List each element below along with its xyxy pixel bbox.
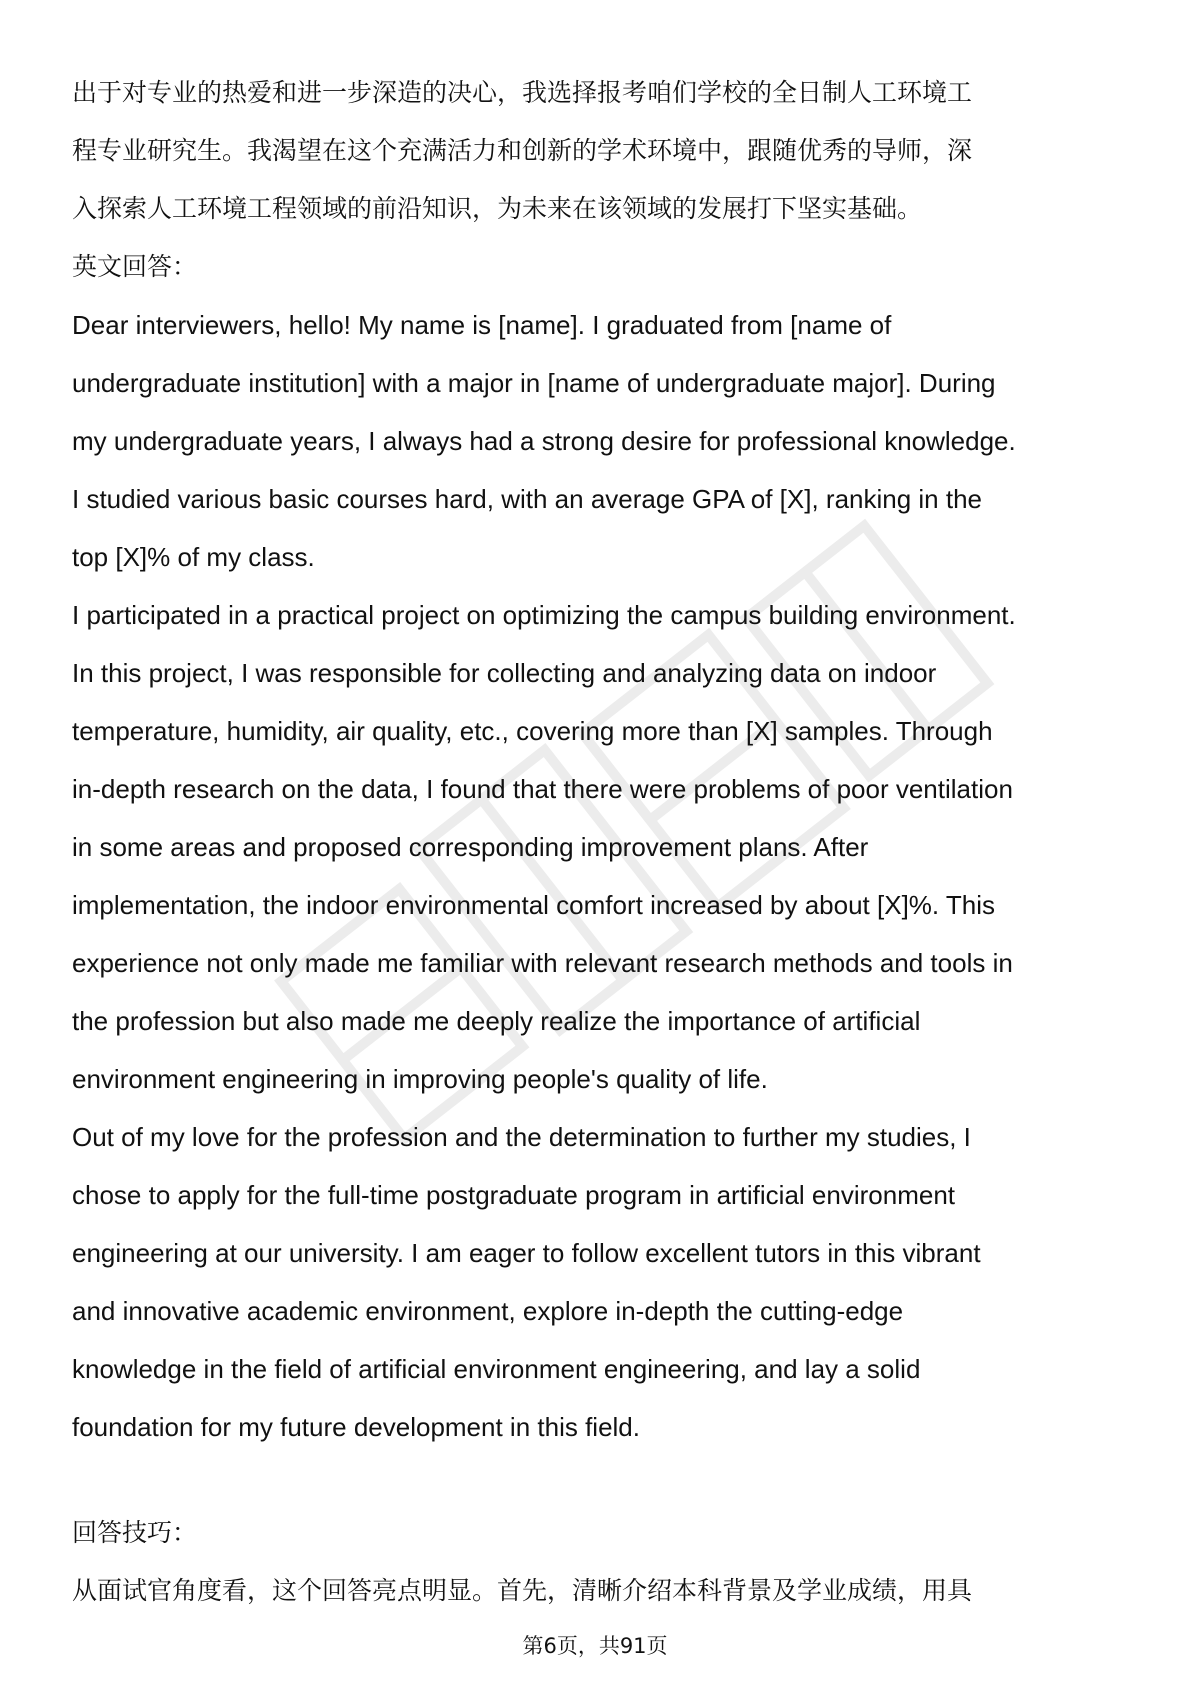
english-line: In this project, I was responsible for collecting and analyzing data on indoor <box>72 658 937 688</box>
english-line: foundation for my future development in this field. <box>72 1412 640 1442</box>
tips-line: 从面试官角度看，这个回答亮点明显。首先，清晰介绍本科背景及学业成绩，用具 <box>72 1576 973 1605</box>
document-body <box>72 64 1132 1620</box>
english-line: I participated in a practical project on optimizing the campus building environment. <box>72 600 1016 630</box>
english-line: experience not only made me familiar with relevant research methods and tools in <box>72 948 1013 978</box>
english-line: knowledge in the field of artificial environment engineering, and lay a solid <box>72 1354 921 1384</box>
english-line: Out of my love for the profession and the determination to further my studies, I <box>72 1122 971 1152</box>
paragraph-line: 入探索人工环境工程领域的前沿知识，为未来在该领域的发展打下坚实基础。 <box>72 194 923 223</box>
section-gap <box>72 1456 1132 1504</box>
english-line: implementation, the indoor environmental comfort increased by about [X]%. This <box>72 890 995 920</box>
tips-heading: 回答技巧： <box>72 1518 198 1547</box>
english-line: my undergraduate years, I always had a strong desire for professional knowledge. <box>72 426 1016 456</box>
english-line: the profession but also made me deeply realize the importance of artificial <box>72 1006 921 1036</box>
english-line: temperature, humidity, air quality, etc., covering more than [X] samples. Through <box>72 716 993 746</box>
english-line: I studied various basic courses hard, with an average GPA of [X], ranking in the <box>72 484 983 514</box>
paragraph-line: 出于对专业的热爱和进一步深造的决心，我选择报考咱们学校的全日制人工环境工 <box>72 78 973 107</box>
english-answer-heading: 英文回答： <box>72 252 198 281</box>
paragraph-line: 程专业研究生。我渴望在这个充满活力和创新的学术环境中，跟随优秀的导师，深 <box>72 136 973 165</box>
english-line: in some areas and proposed corresponding improvement plans. After <box>72 832 869 862</box>
page-number: 第6页，共91页 <box>522 1634 668 1658</box>
english-line: undergraduate institution] with a major in [name of undergraduate major]. During <box>72 368 996 398</box>
english-line: Dear interviewers, hello! My name is [name]. I graduated from [name of <box>72 310 892 340</box>
english-line: top [X]% of my class. <box>72 542 315 572</box>
english-line: and innovative academic environment, explore in-depth the cutting-edge <box>72 1296 904 1326</box>
english-line: environment engineering in improving people's quality of life. <box>72 1064 768 1094</box>
english-line: chose to apply for the full-time postgraduate program in artificial environment <box>72 1180 955 1210</box>
english-line: engineering at our university. I am eager to follow excellent tutors in this vibrant <box>72 1238 981 1268</box>
english-line: in-depth research on the data, I found that there were problems of poor ventilation <box>72 774 1013 804</box>
